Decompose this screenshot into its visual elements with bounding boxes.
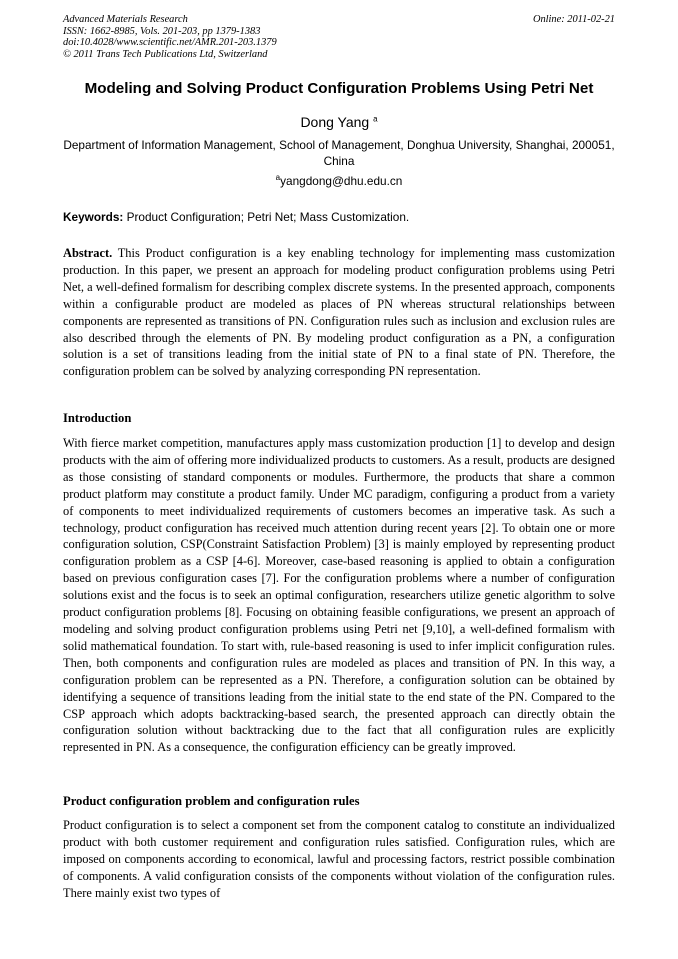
keywords-label: Keywords: bbox=[63, 210, 124, 224]
author-email bbox=[40, 174, 638, 188]
abstract bbox=[63, 245, 615, 380]
introduction-text: With fierce market competition, manufactures apply mass customization production [1] to develop and design products with the aim of offering more individualized products to customers. As a result, products are designed as those consisting of standard components or modules. Furthermore, the products that share a common product platform may constitute a product family. Under MC paradigm, configuring a product from a variety of components to meet individualized requirements of customers becomes an imperative task. As such a technology, product configuration has received much attention during recent years [2]. To obtain one or more configuration solution, CSP(Constraint Satisfaction Problem) [3] is mainly employed by representing product configuration problem as a CSP [4-6]. Moreover, case-based reasoning is applied to obtain a configuration based on previous configuration cases [7]. For the configuration problems where a number of configuration solutions exist and the focus is to seek an optimal configuration, researchers utilize genetic algorithm to solve product configuration problems [8]. Focusing on obtaining feasible configurations, we present an approach of modeling and solving product configuration problems using Petri net [9,10], a well-defined formalism with solid mathematical foundation. To start with, rule-based reasoning is used to infer implicit configuration rules. Then, both components and configuration rules are modeled as places and transition of PN. In this way, a configuration problem can be represented as a PN. Therefore, a configuration solution can be obtained by identifying a sequence of transitions leading from the initial state to the end state of the PN. Compared to the CSP approach which adopts backtracking-based search, the presented approach can directly obtain the configuration solution without backtracking due to the fact that all configuration rules are explicitly represented in PN. As a consequence, the configuration efficiency can be greatly improved. bbox=[63, 436, 615, 755]
author-superscript: a bbox=[373, 114, 378, 124]
abstract-text: This Product configuration is a key enabling technology for implementing mass customization production. In this paper, we present an approach for modeling product configuration problems using Petri Net, a well-defined formalism for describing complex discrete systems. In the presented approach, components within a configurable product are modeled as places of PN whereas structural relationships between components are represented as transitions of PN. Configuration rules such as inclusion and exclusion rules are also described through the elements of PN. By modeling product configuration as a PN, a configuration solution is a set of transitions leading from the initial state of PN to a final state of PN. Therefore, the configuration problem can be solved by analyzing corresponding PN representation. bbox=[63, 246, 616, 379]
section-heading-configuration: Product configuration problem and configuration rules bbox=[63, 794, 360, 808]
online-date: Online: 2011-02-21 bbox=[532, 14, 615, 25]
paper-title: Modeling and Solving Product Configuration Problems Using Petri Net bbox=[84, 80, 594, 97]
abstract-label: Abstract. bbox=[63, 246, 113, 260]
journal-header bbox=[63, 14, 615, 60]
author-line bbox=[40, 114, 638, 130]
affiliation: Department of Information Management, School of Management, Donghua University, Shanghai, 200051, China bbox=[63, 138, 615, 168]
journal-copyright: © 2011 Trans Tech Publications Ltd, Switzerland bbox=[63, 48, 268, 60]
keywords bbox=[63, 210, 615, 224]
section-text-configuration: Product configuration is to select a component set from the component catalog to constitute an individualized product with both customer requirement and configuration rules satisfied. Configuration rules, which are imposed on components according to economical, lawful and processing factors, restrict possible combination of components. A valid configuration consists of the components without violation of the configuration rules. There mainly exist two types of bbox=[63, 818, 615, 900]
journal-name: Advanced Materials Research bbox=[63, 14, 188, 25]
introduction-heading: Introduction bbox=[63, 411, 132, 425]
email-superscript: a bbox=[275, 173, 281, 183]
email-address: yangdong@dhu.edu.cn bbox=[280, 174, 403, 188]
author-name: Dong Yang bbox=[300, 114, 370, 130]
keywords-text: Product Configuration; Petri Net; Mass Customization. bbox=[126, 210, 410, 224]
journal-issn: ISSN: 1662-8985, Vols. 201-203, pp 1379-1383 bbox=[63, 25, 261, 37]
journal-doi: doi:10.4028/www.scientific.net/AMR.201-203.1379 bbox=[63, 37, 277, 49]
